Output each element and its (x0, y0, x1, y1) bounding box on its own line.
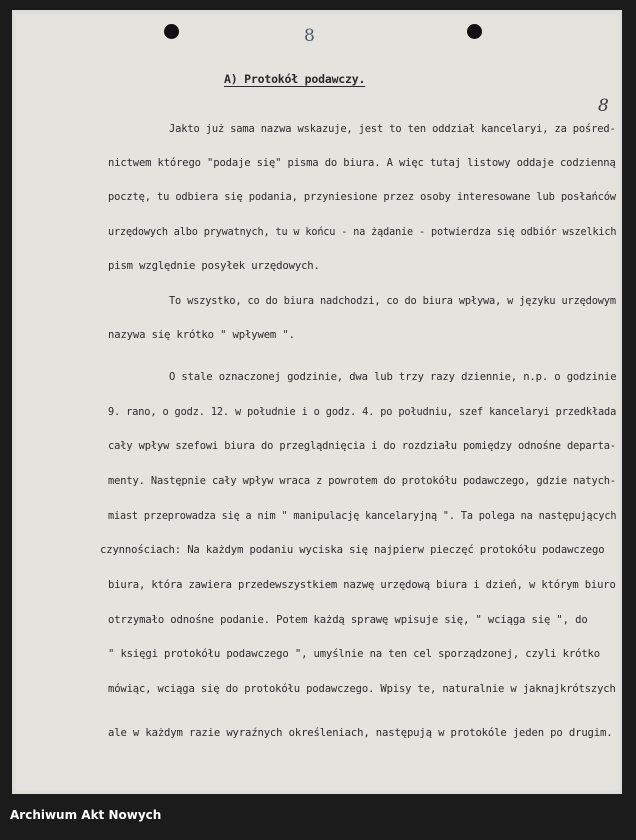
text-line-12: miast przeprowadza się a nim " manipulację kancelaryjną ". Ta polega na następujących (108, 510, 617, 522)
text-line-10: cały wpływ szefowi biura do przeglądnięcia i do rozdziału pomiędzy odnośne departa- (108, 440, 616, 452)
text-line-3: pocztę, tu odbiera się podania, przyniesione przez osoby interesowane lub posłańców (108, 191, 616, 203)
text-line-9: 9. rano, o godz. 12. w południe i o godz. 4. po południu, szef kancelaryi przedkłada (108, 406, 617, 418)
text-line-17: mówiąc, wciąga się do protokółu podawczego. Wpisy te, naturalnie w jaknajkrótszych (108, 683, 616, 695)
text-line-18: ale w każdym razie wyraźnych określeniach, następują w protokóle jeden po drugim. (108, 727, 613, 739)
text-line-15: otrzymało odnośne podanie. Potem każdą sprawę wpisuje się, " wciąga się ", do (108, 614, 588, 626)
handwritten-page-number: 8 (598, 96, 609, 116)
archive-footer (0, 794, 636, 840)
text-line-8: O stale oznaczonej godzinie, dwa lub trzy razy dziennie, n.p. o godzinie (169, 371, 617, 383)
text-line-6: To wszystko, co do biura nadchodzi, co do biura wpływa, w języku urzędowym (169, 295, 616, 307)
section-heading: A) Protokół podawczy. (224, 72, 366, 86)
text-line-5: pism względnie posyłek urzędowych. (108, 260, 320, 272)
page-number: 8 (304, 26, 315, 46)
archive-label: Archiwum Akt Nowych (10, 808, 162, 822)
text-line-7: nazywa się krótko " wpływem ". (108, 329, 295, 341)
punch-hole-right (467, 24, 482, 39)
text-line-2: nictwem którego "podaje się" pisma do biura. A więc tutaj listowy oddaje codzienną (108, 157, 616, 169)
text-line-4: urzędowych albo prywatnych, tu w końcu - na żądanie - potwierdza się odbiór wszelkich (108, 226, 617, 238)
text-line-11: menty. Następnie cały wpływ wraca z powrotem do protokółu podawczego, gdzie natych- (108, 475, 616, 487)
punch-hole-left (164, 24, 179, 39)
text-line-14: biura, która zawiera przedewszystkiem nazwę urzędową biura i dzień, w którym biuro (108, 579, 616, 591)
text-line-16: " księgi protokółu podawczego ", umyślnie na ten cel sporządzonej, czyli krótko (108, 648, 601, 660)
text-line-1: Jakto już sama nazwa wskazuje, jest to ten oddział kancelaryi, za pośred- (169, 123, 616, 135)
document-page (12, 10, 622, 794)
text-line-13: czynnościach: Na każdym podaniu wyciska się najpierw pieczęć protokółu podawczego (100, 544, 605, 556)
